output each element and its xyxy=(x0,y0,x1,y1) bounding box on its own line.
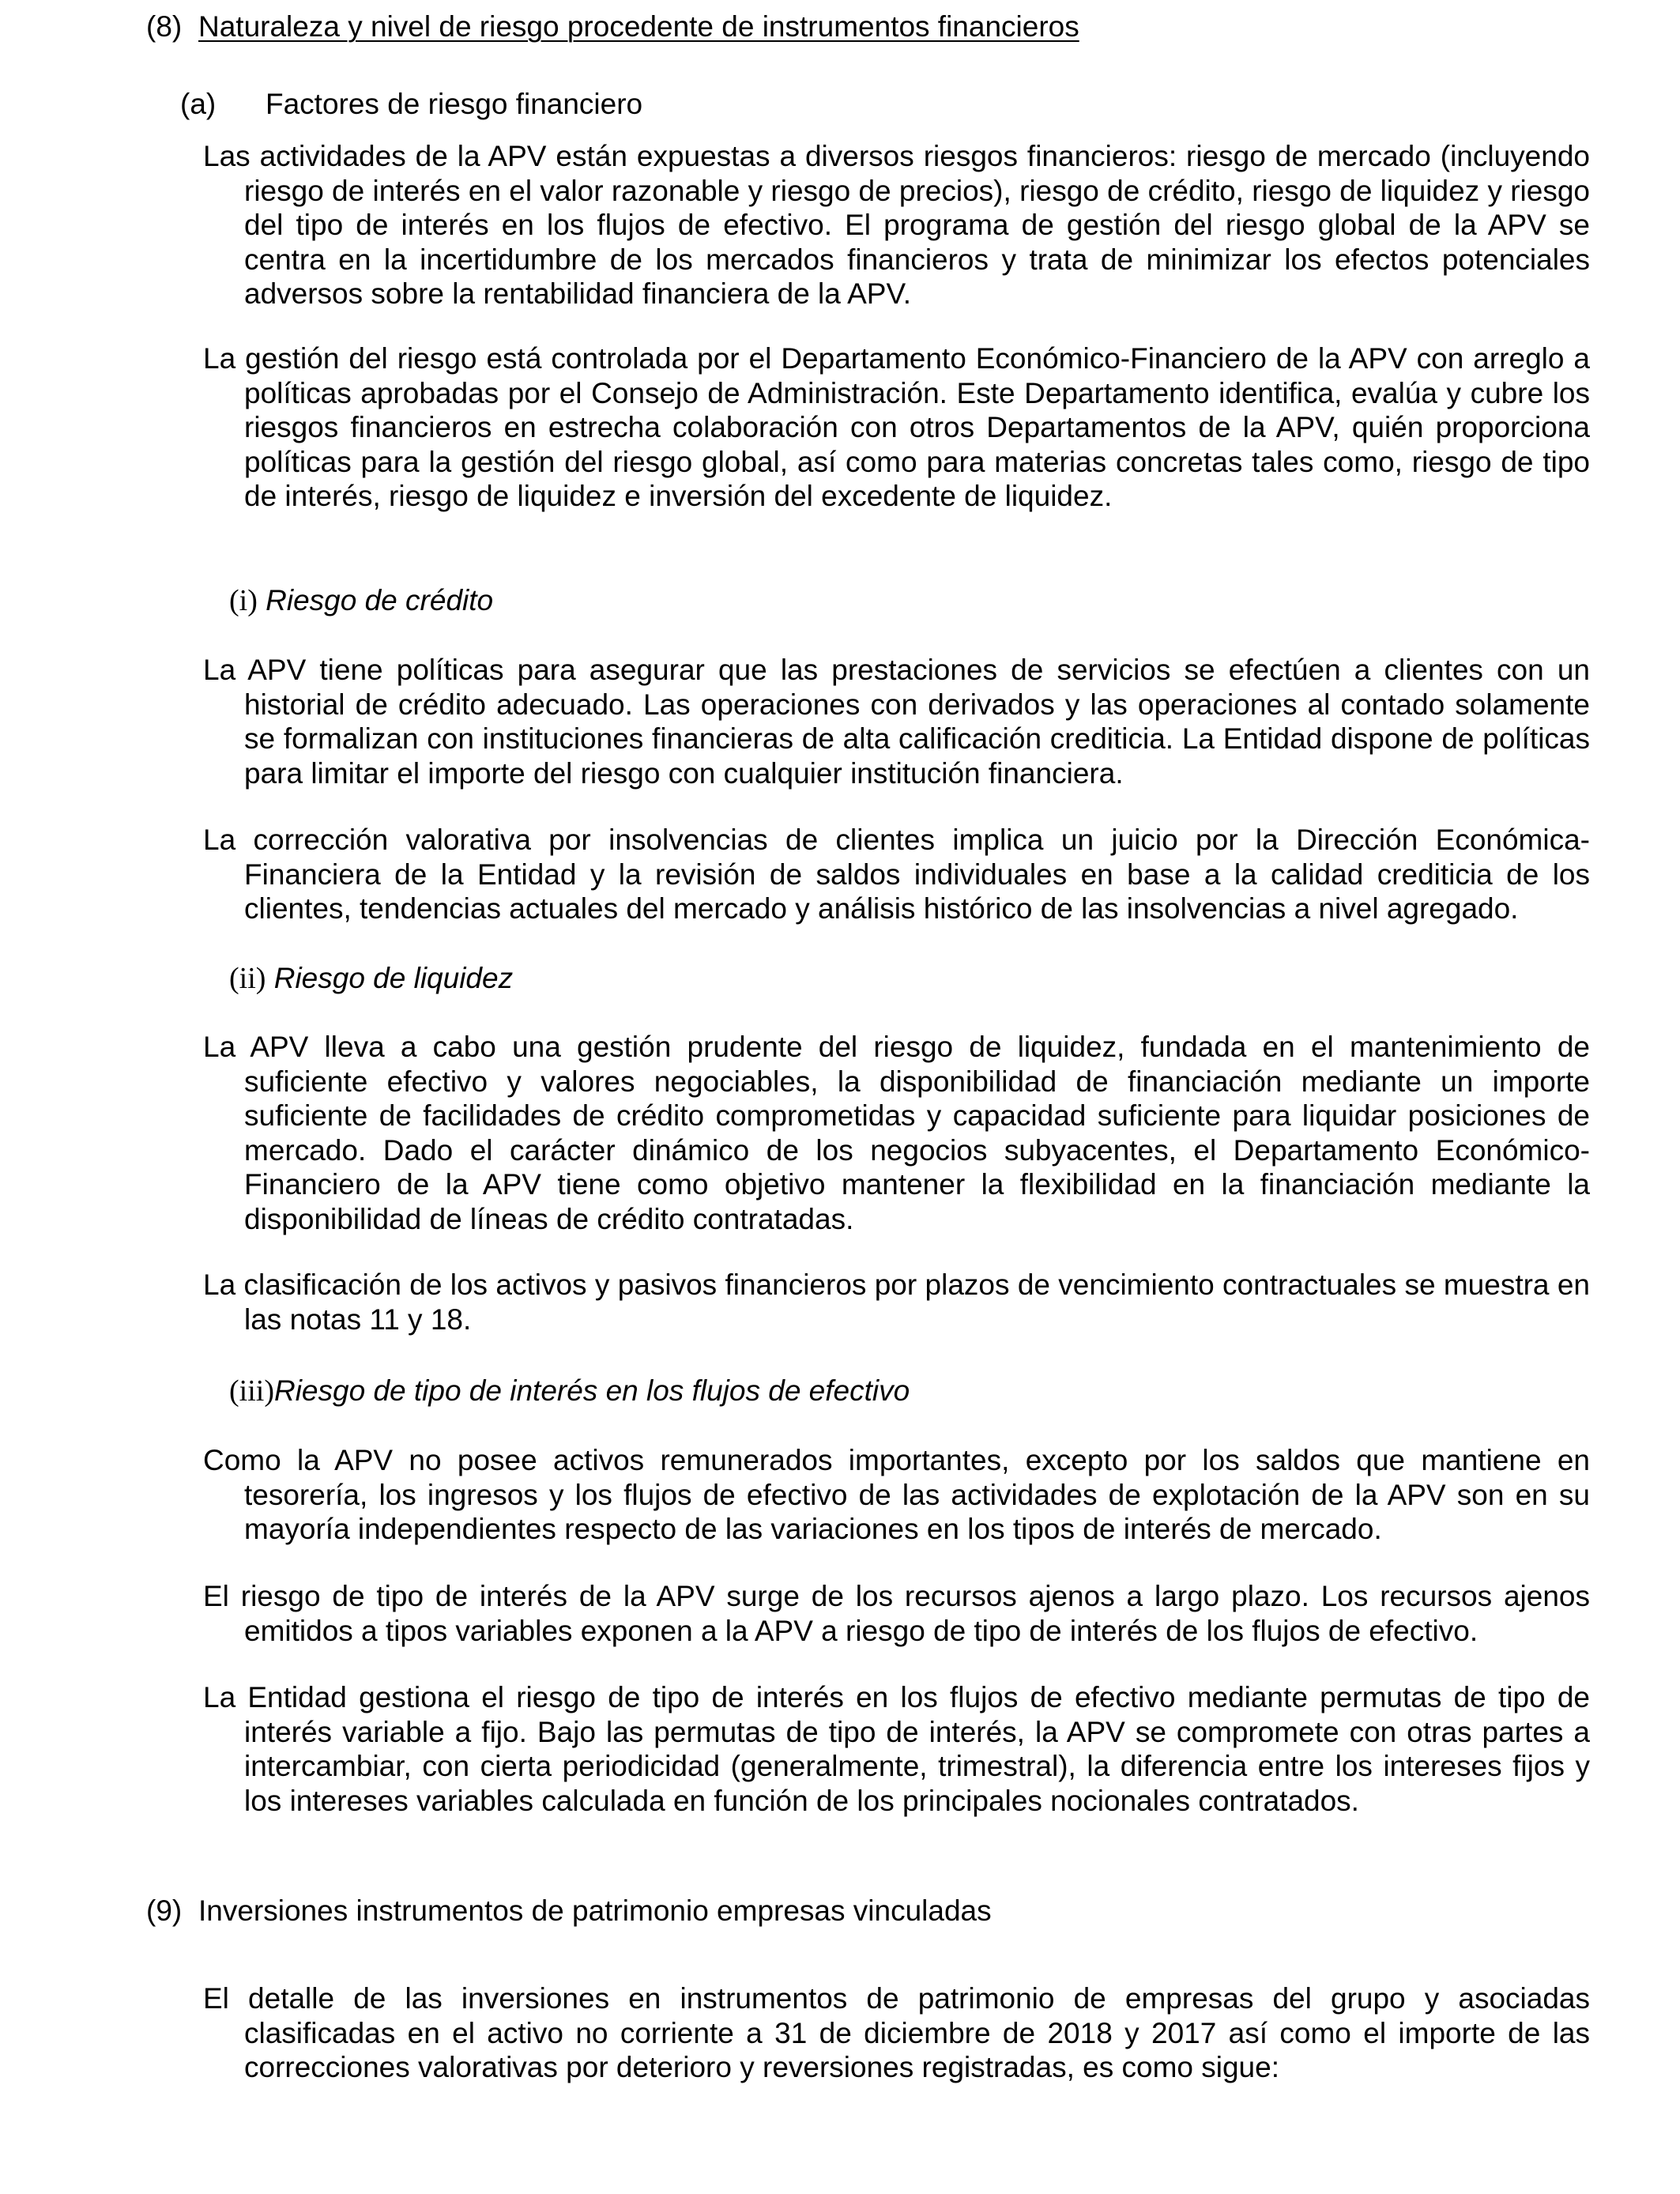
paragraph: El detalle de las inversiones en instrumentos de patrimonio de empresas del grupo y asociadas clasificadas en el activo no corriente a 31 de diciembre de 2018 y 2017 así como el importe de las correcciones valorativas por deterioro y reversiones registradas, es como sigue: xyxy=(203,1982,1590,2083)
subsection-a-heading xyxy=(180,87,642,122)
section-9-heading xyxy=(146,1894,992,1928)
paragraph: Como la APV no posee activos remunerados importantes, excepto por los saldos que mantiene en tesorería, los ingresos y los flujos de efectivo de las actividades de explotación de la APV son en su mayoría independientes respecto de las variaciones en los tipos de interés de mercado. xyxy=(203,1444,1590,1545)
section-9-title: Inversiones instrumentos de patrimonio empresas vinculadas xyxy=(198,1894,992,1927)
subsection-a-letter: (a) xyxy=(180,88,217,120)
item-iii-heading xyxy=(229,1374,910,1408)
section-8-title: Naturaleza y nivel de riesgo procedente de instrumentos financieros xyxy=(198,10,1079,43)
item-ii-numeral: (ii) xyxy=(229,962,266,995)
item-ii-heading xyxy=(229,961,513,996)
paragraph: La corrección valorativa por insolvencias de clientes implica un juicio por la Dirección Económica-Financiera de la Entidad y la revisión de saldos individuales en base a la calidad crediticia de los clientes, tendencias actuales del mercado y análisis histórico de las insolvencias a nivel agregado. xyxy=(203,824,1590,925)
paragraph: La Entidad gestiona el riesgo de tipo de interés en los flujos de efectivo mediante permutas de tipo de interés variable a fijo. Bajo las permutas de tipo de interés, la APV se compromete con otras partes a intercambiar, con cierta periodicidad (generalmente, trimestral), la diferencia entre los intereses fijos y los intereses variables calculada en función de los principales nocionales contratados. xyxy=(203,1681,1590,1817)
paragraph: Las actividades de la APV están expuestas a diversos riesgos financieros: riesgo de mercado (incluyendo riesgo de interés en el valor razonable y riesgo de precios), riesgo de crédito, riesgo de liquidez y riesgo del tipo de interés en los flujos de efectivo. El programa de gestión del riesgo global de la APV se centra en la incertidumbre de los mercados financieros y trata de minimizar los efectos potenciales adversos sobre la rentabilidad financiera de la APV. xyxy=(203,140,1590,310)
section-9-number: (9) xyxy=(146,1894,183,1927)
paragraph: La clasificación de los activos y pasivos financieros por plazos de vencimiento contractuales se muestra en las notas 11 y 18. xyxy=(203,1269,1590,1336)
paragraph: La APV lleva a cabo una gestión prudente del riesgo de liquidez, fundada en el mantenimiento de suficiente efectivo y valores negociables, la disponibilidad de financiación mediante un importe suficiente de facilidades de crédito comprometidas y capacidad suficiente para liquidar posiciones de mercado. Dado el carácter dinámico de los negocios subyacentes, el Departamento Económico-Financiero de la APV tiene como objetivo mantener la flexibilidad en la financiación mediante la disponibilidad de líneas de crédito contratadas. xyxy=(203,1031,1590,1235)
item-i-title: Riesgo de crédito xyxy=(266,584,494,616)
item-i-heading xyxy=(229,583,493,618)
section-8-number: (8) xyxy=(146,10,183,43)
item-iii-title: Riesgo de tipo de interés en los flujos de efectivo xyxy=(273,1374,910,1407)
item-ii-title: Riesgo de liquidez xyxy=(273,962,514,994)
item-iii-numeral: (iii) xyxy=(229,1374,274,1408)
paragraph: La gestión del riesgo está controlada por el Departamento Económico-Financiero de la APV con arreglo a políticas aprobadas por el Consejo de Administración. Este Departamento identifica, evalúa y cubre los riesgos financieros en estrecha colaboración con otros Departamentos de la APV, quién proporciona políticas para la gestión del riesgo global, así como para materias concretas tales como, riesgo de tipo de interés, riesgo de liquidez e inversión del excedente de liquidez. xyxy=(203,342,1590,512)
paragraph: El riesgo de tipo de interés de la APV surge de los recursos ajenos a largo plazo. Los recursos ajenos emitidos a tipos variables exponen a la APV a riesgo de tipo de interés de los flujos de efectivo. xyxy=(203,1580,1590,1647)
item-i-numeral: (i) xyxy=(229,584,258,617)
subsection-a-title: Factores de riesgo financiero xyxy=(266,88,643,120)
paragraph: La APV tiene políticas para asegurar que las prestaciones de servicios se efectúen a clientes con un historial de crédito adecuado. Las operaciones con derivados y las operaciones al contado solamente se formalizan con instituciones financieras de alta calificación crediticia. La Entidad dispone de políticas para limitar el importe del riesgo con cualquier institución financiera. xyxy=(203,654,1590,790)
section-8-heading xyxy=(146,9,1079,44)
